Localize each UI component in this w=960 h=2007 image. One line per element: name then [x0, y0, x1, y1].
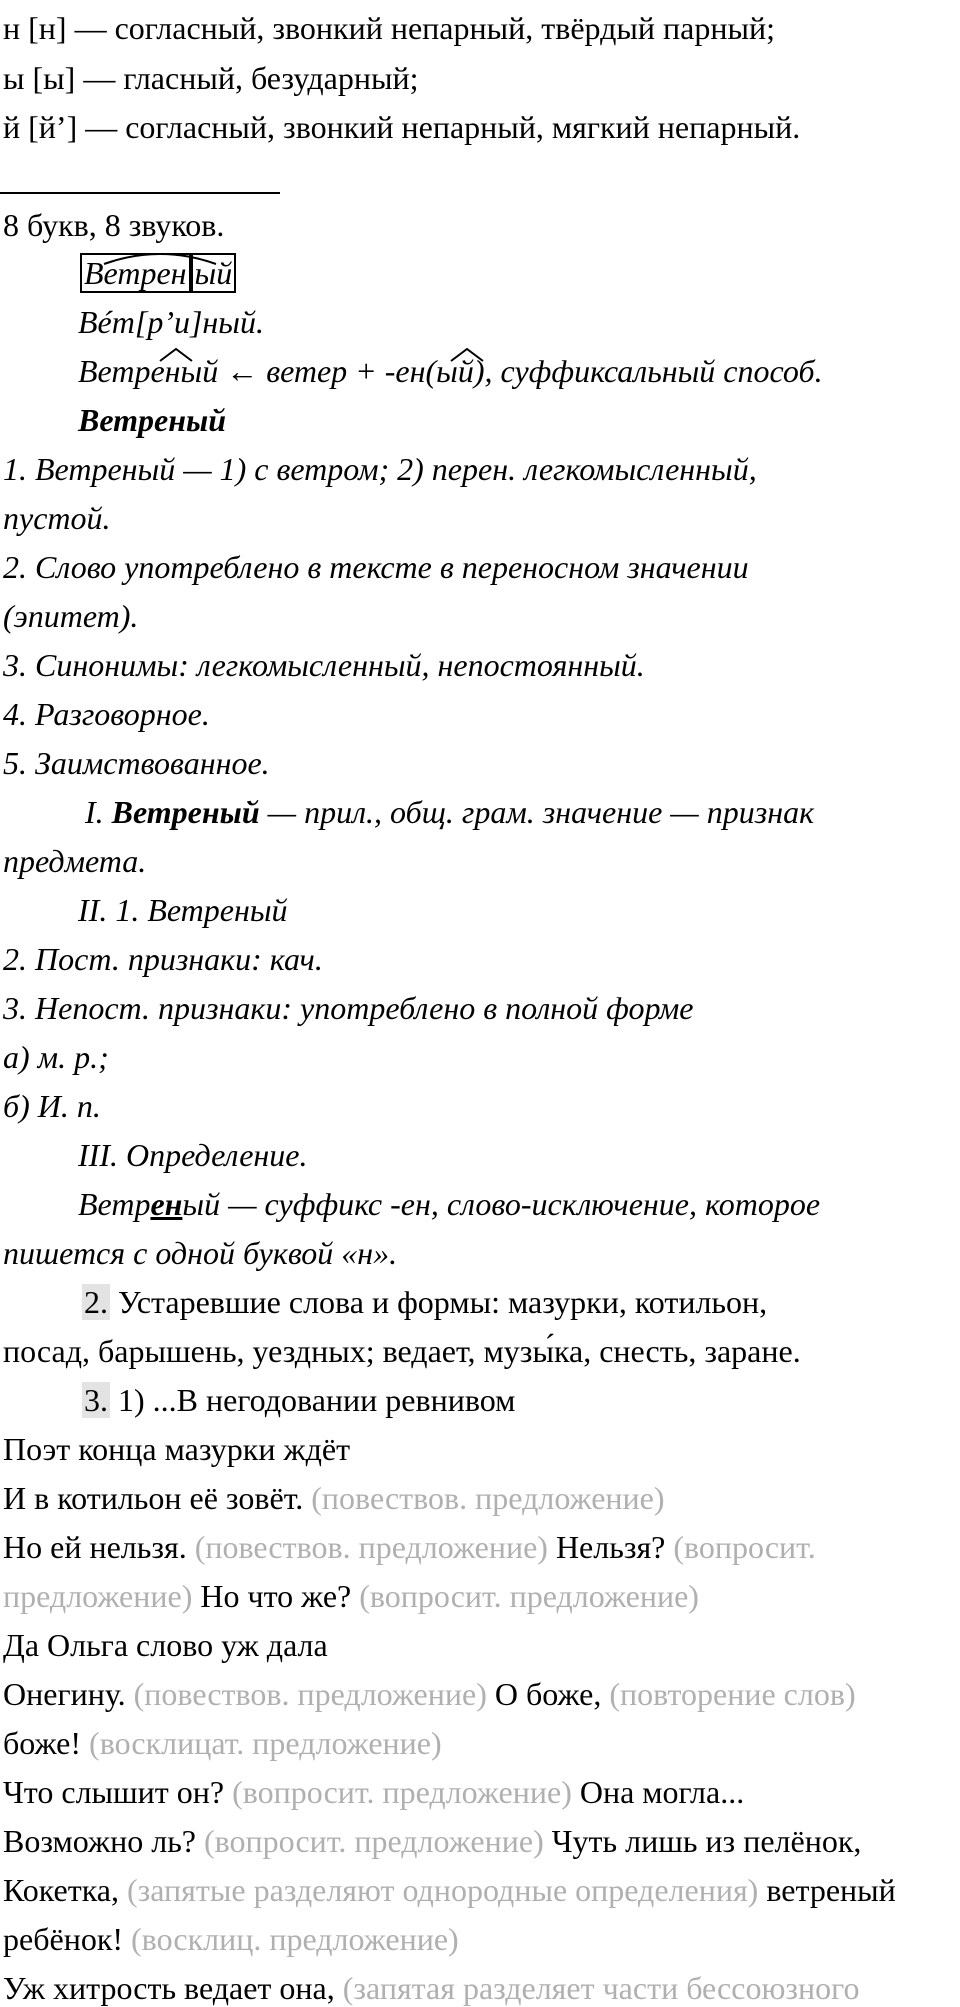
annotation: (вопросит. предложение) — [232, 1774, 572, 1810]
poem-text: ребёнок! — [3, 1921, 132, 1957]
spelling-pre: Ветр — [78, 1186, 151, 1222]
poem-text: Уж хитрость ведает она, — [3, 1970, 343, 2006]
annotation: (восклицат. предложение) — [89, 1725, 442, 1761]
transcription: Вéт[р’и]ный. — [78, 304, 264, 340]
morph-word-bold: Ветреный — [111, 794, 260, 830]
ending-box: ый — [191, 253, 237, 293]
task2-number: 2. — [84, 1284, 108, 1320]
lexical-item-5: 5. Заимствованное. — [3, 745, 270, 781]
phonetic-line-n: н [н] — согласный, звонкий непарный, твёрдый парный; — [3, 10, 775, 46]
task2-line2: посад, барышень, уездных; ведает, музы́ка, снесть, заране. — [3, 1333, 801, 1369]
section-divider — [0, 192, 280, 194]
annotation: предложение) — [3, 1578, 193, 1614]
annotation: (запятая разделяет части бессоюзного — [342, 1970, 860, 2006]
poem-line-7 — [3, 1674, 856, 1714]
suffix-hat-icon-2 — [448, 346, 486, 364]
formation-word-c: ый ← ветер + - — [180, 353, 396, 389]
formation-word-a: Ветр — [78, 353, 151, 389]
poem-text: Но ей нельзя. — [3, 1529, 195, 1565]
morph-desc: — прил., общ. грам. значение — признак — [259, 794, 815, 830]
annotation: (повествов. предложение) — [311, 1480, 665, 1516]
poem-text: О боже, — [486, 1676, 610, 1712]
annotation: (повествов. предложение) — [194, 1529, 548, 1565]
morph-section-iii: III. Определение. — [78, 1137, 308, 1173]
poem-line-4 — [3, 1527, 816, 1567]
spelling-post: ый — суффикс -ен, слово-исключение, которое — [182, 1186, 821, 1222]
morph-section-i-cont: предмета. — [3, 843, 147, 879]
poem-text: Возможно ль? — [3, 1823, 204, 1859]
poem-line-2: Поэт конца мазурки ждёт — [3, 1431, 351, 1467]
poem-text: Но что же? — [192, 1578, 360, 1614]
annotation: (запятые разделяют однородные определения) — [126, 1872, 759, 1908]
spelling-rule — [78, 1184, 820, 1224]
morph-section-i — [85, 792, 814, 832]
task3-line1 — [82, 1380, 515, 1420]
annotation: (восклиц. предложение) — [131, 1921, 459, 1957]
poem-text: Нельзя? — [547, 1529, 674, 1565]
formation-suffix: ен — [395, 353, 426, 389]
poem-line-9 — [3, 1772, 744, 1812]
morph-item-b: б) И. п. — [3, 1088, 101, 1124]
poem-text: ветреный — [758, 1872, 896, 1908]
poem-line-5 — [3, 1576, 699, 1616]
letter-sound-count: 8 букв, 8 звуков. — [3, 207, 225, 243]
lexical-item-1b: пустой. — [3, 500, 111, 536]
poem-text: Что слышит он? — [3, 1774, 233, 1810]
morph-item-2: 2. Пост. признаки: кач. — [3, 941, 323, 977]
morph-item-3: 3. Непост. признаки: употреблено в полной форме — [3, 990, 694, 1026]
poem-text: Она могла... — [571, 1774, 745, 1810]
poem-line-6: Да Ольга слово уж дала — [3, 1627, 328, 1663]
poem-text: Онегину. — [3, 1676, 134, 1712]
poem-line-12 — [3, 1919, 459, 1959]
annotation: (повторение слов) — [609, 1676, 856, 1712]
annotation: (вопросит. предложение) — [203, 1823, 544, 1859]
lexical-item-3: 3. Синонимы: легкомысленный, непостоянный. — [3, 647, 645, 683]
lexical-item-4: 4. Разговорное. — [3, 696, 210, 732]
annotation: (вопросит. — [673, 1529, 816, 1565]
spelling-suffix: ен — [150, 1186, 183, 1222]
formation-word-b: ен — [150, 353, 181, 389]
task2-line1 — [82, 1282, 767, 1322]
lexical-heading: Ветреный — [78, 402, 226, 438]
stem-box: Ветрен — [80, 253, 191, 293]
suffix-hat-icon-1 — [157, 346, 195, 364]
poem-line-13 — [3, 1968, 859, 2007]
lexical-item-2b: (эпитет). — [3, 598, 139, 634]
task3-text: 1) ...В негодовании ревнивом — [110, 1382, 516, 1418]
task3-number: 3. — [84, 1382, 108, 1418]
poem-text: Кокетка, — [3, 1872, 127, 1908]
annotation: (повествов. предложение) — [133, 1676, 487, 1712]
formation-rest: (ый), суффиксальный способ. — [425, 353, 823, 389]
poem-text: И в котильон её зовёт. — [3, 1480, 312, 1516]
poem-line-8 — [3, 1723, 442, 1763]
phonetic-line-j: й [й’] — согласный, звонкий непарный, мягкий непарный. — [3, 109, 801, 145]
poem-text: Чуть лишь из пелёнок, — [543, 1823, 862, 1859]
poem-line-10 — [3, 1821, 861, 1861]
poem-text: боже! — [3, 1725, 90, 1761]
root-arc-icon — [100, 248, 220, 268]
annotation: (вопросит. предложение) — [359, 1578, 699, 1614]
task2-text: Устаревшие слова и формы: мазурки, котильон, — [110, 1284, 768, 1320]
poem-line-3 — [3, 1478, 665, 1518]
roman-one: I. — [85, 794, 112, 830]
poem-line-11 — [3, 1870, 896, 1910]
lexical-item-1a: 1. Ветреный — 1) с ветром; 2) перен. легкомысленный, — [3, 451, 757, 487]
phonetic-line-y: ы [ы] — гласный, безударный; — [3, 60, 419, 96]
lexical-item-2a: 2. Слово употреблено в тексте в переносном значении — [3, 549, 749, 585]
morph-section-ii: II. 1. Ветреный — [78, 892, 288, 928]
morph-item-a: а) м. р.; — [3, 1039, 109, 1075]
spelling-rule-cont: пишется с одной буквой «н». — [3, 1235, 398, 1271]
